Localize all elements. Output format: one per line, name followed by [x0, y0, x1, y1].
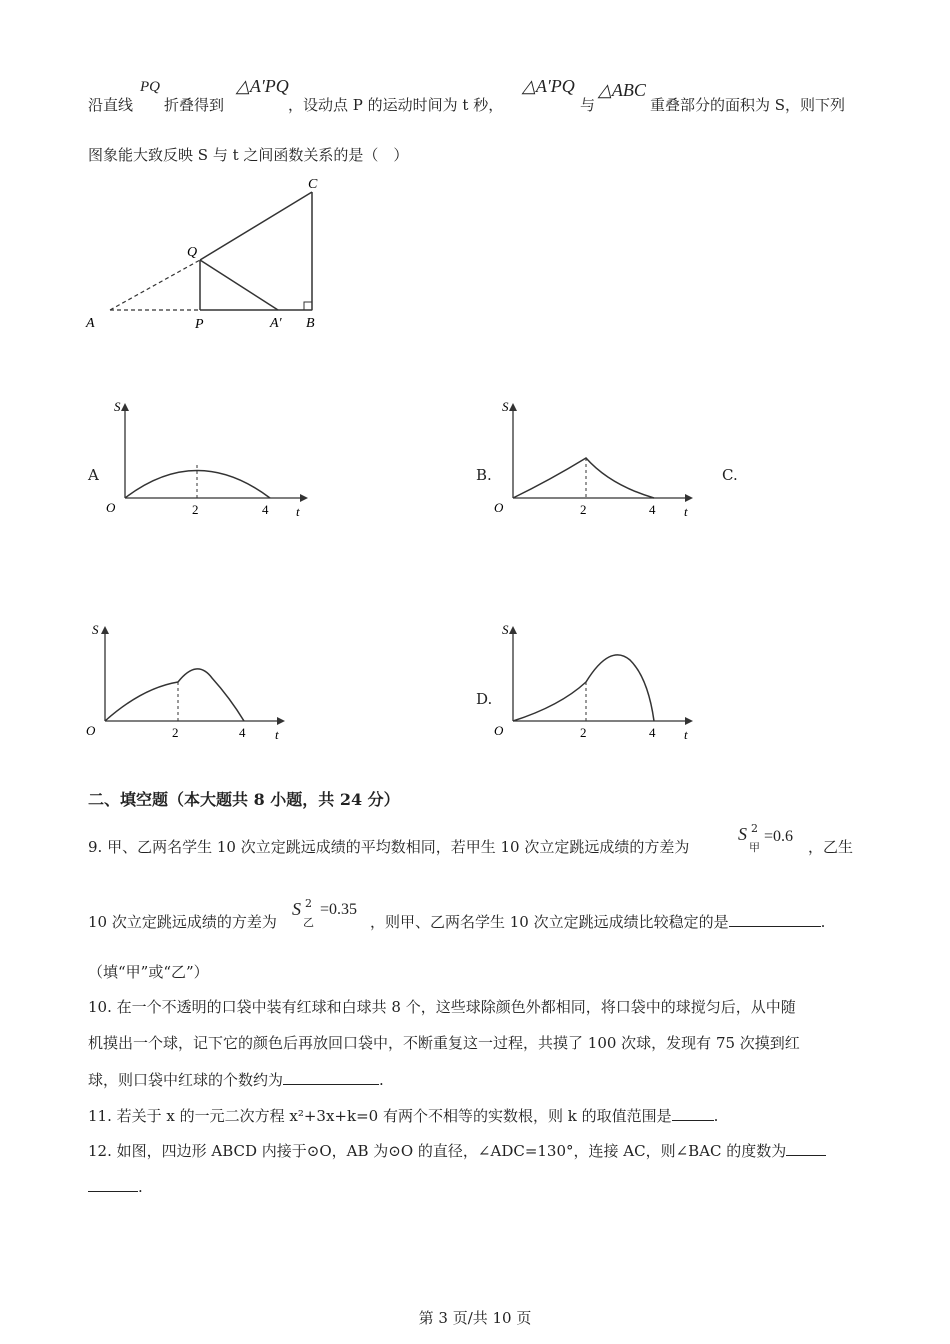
graph-option-C: [82, 618, 297, 748]
q12-line2-tail: .: [138, 1178, 143, 1196]
q10-line2: 机摸出一个球，记下它的颜色后再放回口袋中，不断重复这一过程，共摸了 100 次球，发现有 75 次摸到红: [88, 1034, 800, 1052]
q12-answer-blank-2[interactable]: [88, 1177, 138, 1192]
q9-s-yi: S: [292, 899, 301, 919]
triangle-figure: [80, 170, 340, 340]
q8-text-mid: ，设动点 P 的运动时间为 t 秒，: [288, 96, 504, 114]
axis-S: S: [502, 399, 509, 414]
option-A-label: A: [88, 466, 99, 484]
q9-answer-blank[interactable]: [729, 912, 821, 927]
axis-S: S: [114, 399, 121, 414]
q12-answer-blank-1[interactable]: [786, 1141, 826, 1156]
page-footer: 第 3 页/共 10 页: [418, 1309, 532, 1327]
tick-2: 2: [192, 502, 199, 517]
q12-line2: [88, 1177, 143, 1196]
q9-line2: [88, 911, 277, 932]
option-C-label: C.: [722, 466, 738, 484]
q10-line3-tail: .: [379, 1071, 384, 1089]
q10-answer-blank[interactable]: [283, 1070, 379, 1085]
q8-text-fold: 折叠得到: [164, 96, 225, 114]
q8-tri3: △ABC: [598, 80, 646, 100]
q10-line1: 10. 在一个不透明的口袋中装有红球和白球共 8 个，这些球除颜色外都相同，将口袋中的球搅匀后，从中随: [88, 998, 796, 1016]
q8-text-along: 沿直线: [88, 96, 134, 114]
q8-pq: PQ: [140, 79, 160, 95]
label-C: C: [308, 177, 318, 192]
q9-line2-end: [370, 911, 825, 932]
label-A-prime: A′: [270, 316, 282, 331]
q10-line3: [88, 1069, 384, 1090]
q9-line2-end-text: ，则甲、乙两名学生 10 次立定跳远成绩比较稳定的是: [370, 913, 729, 931]
graph-option-D: [490, 618, 705, 748]
axis-S: S: [502, 622, 509, 637]
q8-tri2: △A′PQ: [522, 76, 575, 96]
label-B: B: [306, 316, 315, 331]
q9-line3: （填“甲”或“乙”）: [88, 963, 209, 981]
axis-t: t: [296, 504, 300, 519]
origin-O: O: [106, 500, 116, 515]
axis-t: t: [275, 727, 279, 742]
q9-sub-yi: 乙: [303, 916, 314, 929]
origin-O: O: [86, 723, 96, 738]
q9-val-yi: =0.35: [320, 901, 358, 918]
tick-4: 4: [239, 725, 246, 740]
option-B-label: B.: [476, 466, 492, 484]
q11-text: 11. 若关于 x 的一元二次方程 x²+3x+k=0 有两个不相等的实数根，则 k 的取值范围是: [88, 1107, 672, 1125]
label-A: A: [86, 316, 95, 331]
q12-line1: [88, 1140, 826, 1161]
section-2-title: 二、填空题（本大题共 8 小题，共 24 分）: [88, 790, 400, 809]
axis-t: t: [684, 504, 688, 519]
tick-4: 4: [649, 502, 656, 517]
q10-line3-text: 球，则口袋中红球的个数约为: [88, 1071, 284, 1089]
q8-line2: 图象能大致反映 S 与 t 之间函数关系的是（ ）: [88, 146, 409, 164]
tick-4: 4: [649, 725, 656, 740]
axis-S: S: [92, 622, 99, 637]
tick-4: 4: [262, 502, 269, 517]
q9-val-jia: =0.6: [764, 828, 794, 845]
q9-line2-tail: .: [820, 913, 826, 931]
tick-2: 2: [580, 502, 587, 517]
label-P: P: [195, 317, 204, 332]
axis-t: t: [684, 727, 688, 742]
q12-text: 12. 如图，四边形 ABCD 内接于⊙O，AB 为⊙O 的直径，∠ADC=130°，连接 AC，则∠BAC 的度数为: [88, 1142, 787, 1160]
q8-text-end: 重叠部分的面积为 S，则下列: [650, 96, 846, 114]
label-Q: Q: [187, 245, 198, 260]
graph-option-A: [100, 395, 315, 525]
origin-O: O: [494, 500, 504, 515]
option-D-label: D.: [476, 690, 493, 708]
q11-line: [88, 1105, 718, 1126]
q9-sup-yi: 2: [305, 897, 312, 910]
q9-s-jia: S: [738, 824, 747, 844]
q11-answer-blank[interactable]: [672, 1106, 714, 1121]
q9-sub-jia: 甲: [749, 841, 760, 854]
q8-text-with: 与: [580, 96, 596, 114]
q9-sup-jia: 2: [751, 822, 758, 835]
graph-option-B: [490, 395, 705, 525]
q9-line1: 9. 甲、乙两名学生 10 次立定跳远成绩的平均数相同，若甲生 10 次立定跳远成绩的方差为: [88, 838, 690, 856]
q9-line1-end: ，乙生: [808, 838, 854, 856]
tick-2: 2: [172, 725, 179, 740]
q11-tail: .: [713, 1107, 719, 1125]
tick-2: 2: [580, 725, 587, 740]
q9-line2-start: 10 次立定跳远成绩的方差为: [88, 913, 277, 931]
q8-tri1: △A′PQ: [236, 76, 289, 96]
origin-O: O: [494, 723, 504, 738]
